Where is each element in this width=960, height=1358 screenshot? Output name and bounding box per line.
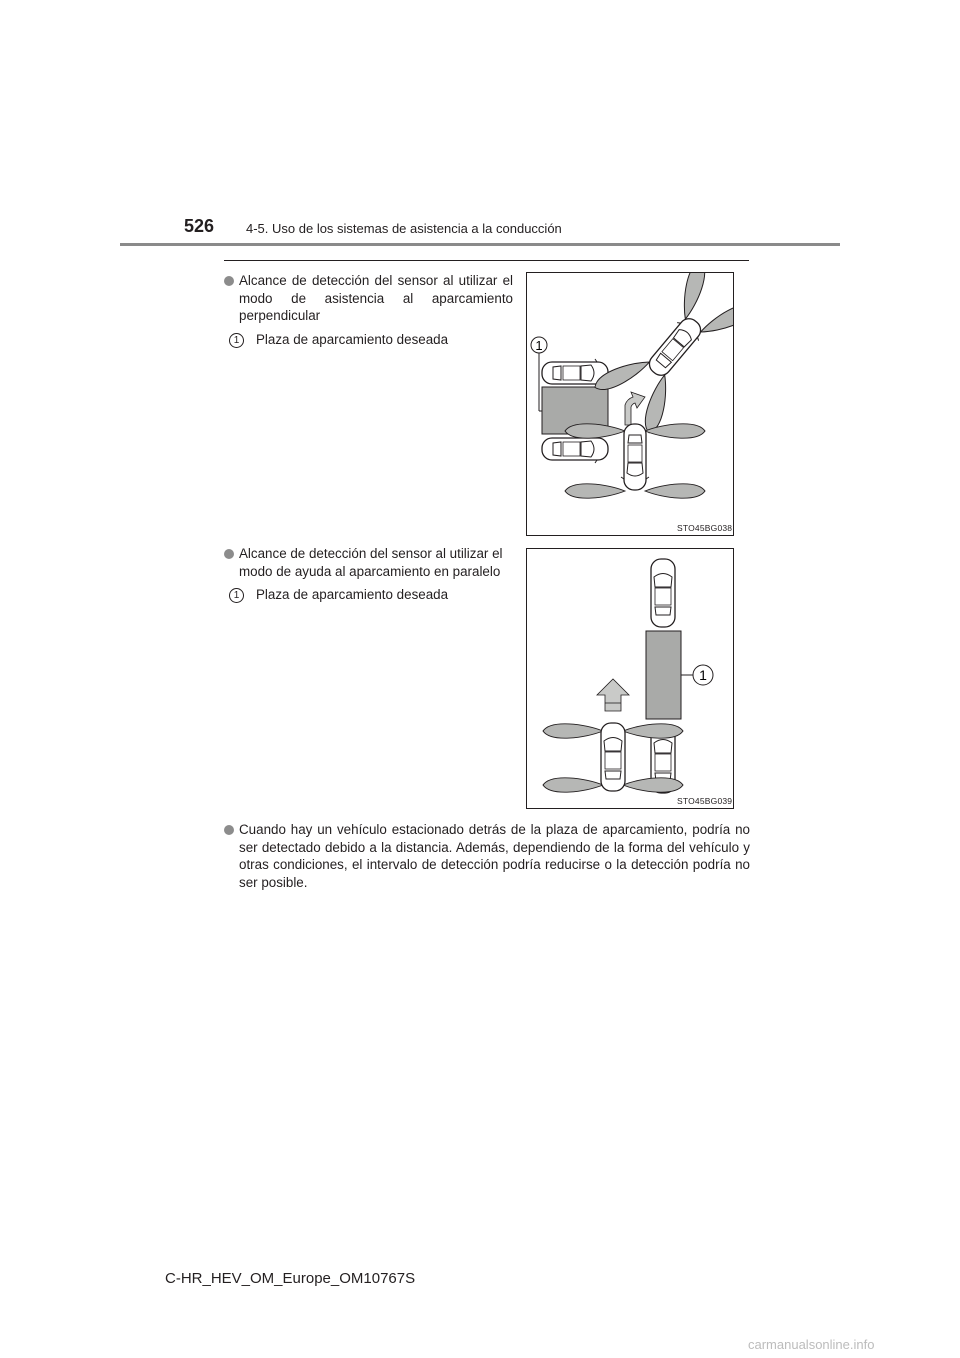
figure-code: STO45BG038 bbox=[677, 523, 733, 533]
movement-arrow-icon bbox=[597, 679, 629, 711]
callout-number: 1 bbox=[699, 667, 707, 683]
figure-code: STO45BG039 bbox=[677, 796, 733, 806]
note-bullet-item bbox=[224, 821, 750, 891]
caption-number-badge: 1 bbox=[229, 333, 244, 348]
figure-caption bbox=[229, 331, 448, 348]
bullet-dot-icon bbox=[224, 549, 234, 559]
bullet-text: Alcance de detección del sensor al utilizar el modo de ayuda al aparcamiento en paralelo bbox=[239, 546, 503, 579]
figure-parallel-parking bbox=[526, 548, 734, 809]
header-divider bbox=[120, 243, 840, 246]
perpendicular-parking-illustration bbox=[527, 273, 733, 535]
note-text: Cuando hay un vehículo estacionado detrás de la plaza de aparcamiento, podría no ser detectado debido a la distancia. Además, dependiendo de la forma del vehículo y otras condiciones, el intervalo de detección podría reducirse o la detección podría no ser posible. bbox=[239, 822, 750, 890]
section-title: 4-5. Uso de los sistemas de asistencia a la conducción bbox=[246, 221, 562, 236]
bullet-item bbox=[224, 545, 513, 580]
parked-car-front bbox=[651, 559, 675, 627]
callout-number: 1 bbox=[535, 338, 543, 353]
figure-perpendicular-parking bbox=[526, 272, 734, 536]
parallel-parking-illustration bbox=[527, 549, 733, 808]
bullet-text: Alcance de detección del sensor al utilizar el modo de asistencia al aparcamiento perpendicular bbox=[239, 273, 513, 323]
figure-caption bbox=[229, 586, 448, 603]
section-divider bbox=[224, 260, 749, 261]
target-parking-space bbox=[646, 631, 681, 719]
caption-text: Plaza de aparcamiento deseada bbox=[256, 332, 449, 347]
bullet-dot-icon bbox=[224, 825, 234, 835]
page-number: 526 bbox=[184, 216, 215, 236]
movement-arrow-icon bbox=[625, 392, 645, 425]
caption-text: Plaza de aparcamiento deseada bbox=[256, 587, 449, 602]
document-id: C-HR_HEV_OM_Europe_OM10767S bbox=[165, 1270, 416, 1287]
parked-car-lower bbox=[542, 435, 608, 463]
watermark: carmanualsonline.info bbox=[748, 1337, 875, 1352]
bullet-dot-icon bbox=[224, 276, 234, 286]
caption-number-badge: 1 bbox=[229, 588, 244, 603]
bullet-item bbox=[224, 272, 513, 325]
